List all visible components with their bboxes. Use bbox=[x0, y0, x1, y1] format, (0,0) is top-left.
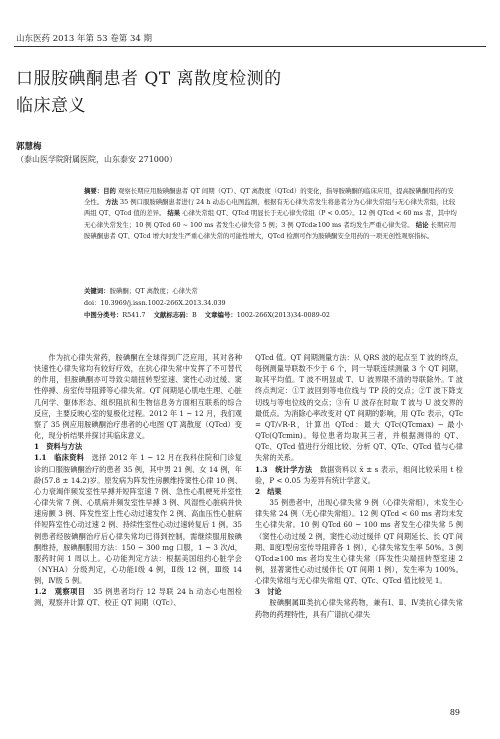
author-affiliation: （泰山医学院附属医院，山东泰安 271000） bbox=[16, 155, 178, 164]
subsection-1-2-text: 35 例患者均行 12 导联 24 h 动态心电图检测，观察并计算 QT、校正 QT 间期（QTc）、 bbox=[34, 587, 242, 608]
section-3-heading: 3 讨论 bbox=[255, 587, 282, 597]
doc-code-label: 文献标志码： bbox=[153, 311, 192, 319]
journal-header: 山东医药 2013 年第 53 卷第 34 期 bbox=[16, 34, 152, 44]
abstract-objective: 观察长期应用胺碘酮患者 QT 间期（QT）、QT 离散度（QTcd）的变化，指导胺碘酮的临床应用，提高胺碘酮用药的安全性。 bbox=[84, 187, 454, 207]
subsection-1-1-heading: 1.1 临床资料 bbox=[34, 453, 85, 463]
title-line-2: 临床意义 bbox=[16, 96, 86, 116]
author-name: 郭慧梅 bbox=[16, 142, 42, 152]
objective-label: 目的 bbox=[103, 187, 116, 195]
article-number-value: 1002-266X(2013)34-0089-02 bbox=[236, 311, 331, 319]
abstract-label: 摘要： bbox=[84, 187, 104, 195]
header-rule bbox=[14, 46, 486, 47]
section-2-heading: 2 结果 bbox=[255, 486, 282, 496]
keywords-label: 关键词： bbox=[84, 287, 110, 295]
right-column bbox=[255, 352, 463, 620]
subsection-1-3-heading: 1.3 统计学方法 bbox=[255, 464, 313, 474]
keywords-text: 胺碘酮；QT 离散度；心律失常 bbox=[109, 287, 198, 295]
subsection-1-3 bbox=[255, 464, 463, 486]
page-number: 89 bbox=[449, 708, 460, 717]
abstract bbox=[84, 186, 460, 242]
article-title bbox=[16, 66, 282, 120]
methods-continued: QTcd 值。QT 间期测量方法：从 QRS 波的起点至 T 波的终点，每例测量导联数不少于 6 个，同一导联连续测量 3 个 QT 间期，取其平均值。T 波不明显或 T、U 波界限不清的导联除外。T 波终点判定：①T 波回到等电位线与 TP 段的交点；②T 波下降支切线与等电位线的交点；③有 U 波存在时取 T 波与 U 波交界的最低点。为消除心率改变对 QT 间期的影响，用 QTc 表示，QTc = QT/√R-R，计算出 QTcd：最大 QTc(QTcmax) − 最小 QTc(QTcmin)。每位患者均取其三者，并根据测得的 QT、QTc、QTcd 值进行分组比较、分析 QT、QTc、QTcd 值与心律失常的关系。 bbox=[255, 353, 463, 463]
article-number-label: 文章编号： bbox=[204, 311, 237, 319]
subsection-1-2 bbox=[34, 586, 242, 608]
classification-line bbox=[84, 310, 470, 321]
abstract-result: 心律失常组 QT、QTcd 明显长于无心律失常组（P < 0.05）。12 例 QTcd < 60 ms 者，其中均无心律失常发生；10 例 QTcd 60 ~ 100 ms 者发生心律失常 5 例；3 例 QTcd≥100 ms 者均发生严重心律失常。 bbox=[84, 209, 457, 229]
clc-label: 中图分类号： bbox=[84, 311, 123, 319]
clc-value: R541.7 bbox=[122, 311, 146, 319]
subsection-1-3-text: 数据资料以 x̄ ± s 表示，组间比较采用 t 检验，P < 0.05 为差异有统计学意义。 bbox=[255, 464, 463, 485]
doi: doi：10.3969/j.issn.1002-266X.2013.34.039 bbox=[84, 299, 226, 307]
subsection-1-2-heading: 1.2 观察项目 bbox=[34, 587, 86, 597]
result-label: 结果 bbox=[167, 209, 181, 218]
abstract-method: 35 例口服胺碘酮患者进行 24 h 动态心电图监测，根据有无心律失常发生将患者分为心律失常组与无心律失常组，比较两组 QT、QTcd 值的差异。 bbox=[84, 198, 456, 218]
section-1-heading: 1 资料与方法 bbox=[34, 442, 83, 452]
conclusion-label: 结论 bbox=[415, 220, 429, 229]
title-line-1: 口服胺碘酮患者 QT 离散度检测的 bbox=[16, 69, 282, 89]
keywords bbox=[84, 286, 470, 297]
left-column bbox=[34, 352, 242, 609]
doc-code-value: B bbox=[191, 311, 197, 319]
discussion-paragraph: 胺碘酮属Ⅲ类抗心律失常药物，兼有Ⅰ、Ⅱ、Ⅳ类抗心律失常药物的药理特性，具有广谱抗心律失 bbox=[255, 598, 463, 619]
intro-paragraph: 作为抗心律失常药，胺碘酮在全球得到广泛应用，其对各种快速性心律失常均有较好疗效，在抗心律失常中发挥了不可替代的作用，但胺碘酮亦可导致尖端扭转型室速、窦性心动过缓、窦性停搏、房室传导阻滞等心律失常。QT 间期是心肌电生理、心脏几何学、躯体形态、组织阻抗和生物信息务方面相互联系的综合反应，主要反映心室的复极化过程。2012 年 1 ~ 12 月，我们观察了 35 例应用胺碘酮治疗患者的心电图 QT 离散度（QTcd）变化，现分析结果并探讨其临床意义。 bbox=[34, 353, 242, 441]
method-label: 方法 bbox=[105, 198, 118, 207]
subsection-1-1-text: 选择 2012 年 1 ~ 12 月在我科住院和门诊复诊的口服胺碘酮治疗的患者 35 例，其中男 21 例、女 14 例，年龄(57.8 ± 14.2)岁。原发病为阵发性房颤维持窦性心律 10 例、心力衰竭伴频发室性早搏并短阵室速 7 例、急性心肌梗死并室性心律失常 7 例、心肌病并频发室性早搏 3 例、风湿性心脏病并快速房颤 3 例、阵发性室上性心动过速发作 2 例、高血压性心脏病伴短阵室性心动过速 2 例、持续性室性心动过速转复后 1 例。35 例患者经胺碘酮治疗后心律失常均已得到控制，需继续服用胺碘酮维持，胺碘酮服用方法：150 ~ 300 mg 口服，1 ~ 3 次/d，服药时间 1 周以上。心功能判定方法：根据美国纽约心脏学会（NYHA）分级判定，心功能Ⅰ级 4 例，Ⅱ级 12 例，Ⅲ级 14 例，Ⅳ级 5 例。 bbox=[34, 453, 242, 586]
subsection-1-1 bbox=[34, 452, 242, 586]
abstract-conclusion: 长期应用胺碘酮患者 QT、QTcd 增大时发生严重心律失常的可能性增大，QTcd 检测可作为胺碘酮安全用药的一项无创性观察指标。 bbox=[84, 220, 457, 240]
results-paragraph: 35 例患者中，出现心律失常 9 例（心律失常组），未发生心律失常 24 例（无心律失常组）。12 例 QTcd < 60 ms 者均未发生心律失常。10 例 QTcd 60 ~ 100 ms 者发生心律失常 5 例（窦性心动过缓 2 例，窦性心动过缓伴 QT 间期延长、长 QT 间期、Ⅱ度Ⅰ型房室传导阻滞各 1 例），心律失常发生率 50%。3 例 QTcd≥100 ms 者均发生心律失常（阵发性尖端扭转型室速 2 例，显著窦性心动过缓伴长 QT 间期 1 例），发生率为 100%。心律失常组与无心律失常组 QT、QTc、QTcd 值比较见 1。 bbox=[255, 498, 463, 586]
